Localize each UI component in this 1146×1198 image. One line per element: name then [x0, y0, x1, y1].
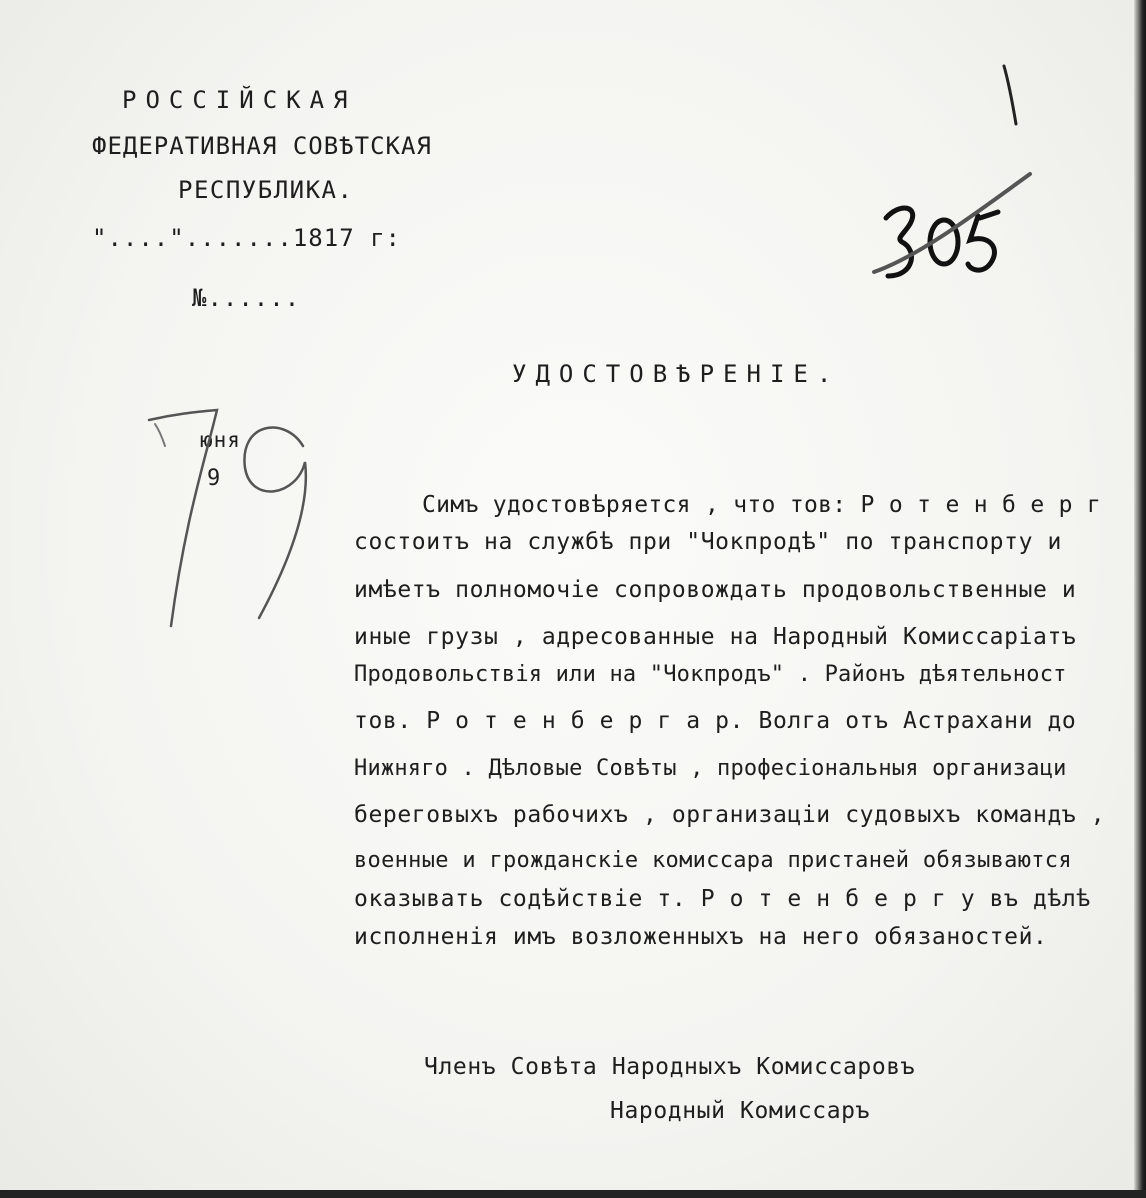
body-line-8: береговыхъ рабочихъ , организаціи судовыхъ командъ , [354, 802, 1106, 828]
stamp-number-handwritten [870, 160, 1040, 300]
signature-line-2: Народный Комиссаръ [610, 1098, 871, 1124]
body-line-4: иные грузы , адресованные на Народный Комиссаріатъ [354, 624, 1077, 650]
body-line-9: военные и грожданскіе комиссара пристаней обязываются [354, 848, 1072, 873]
margin-day: 9 [207, 466, 222, 491]
number-line: №...... [192, 284, 301, 312]
header-line-1: РОССІЙСКАЯ [122, 86, 357, 114]
body-line-5: Продовольствія или на "Чокпродъ" . Районъ дѣятельност [354, 662, 1067, 687]
signature-line-1: Членъ Совѣта Народныхъ Комиссаровъ [424, 1054, 916, 1080]
header-line-3: РЕСПУБЛИКА. [178, 176, 354, 204]
body-line-7: Нижняго . Дѣловые Совѣты , професіональныя организаци [354, 756, 1067, 781]
body-line-10: оказывать содѣйствіе т. Р о т е н б е р г у въ дѣлѣ [354, 886, 1091, 912]
header-line-2: ФЕДЕРАТИВНАЯ СОВѢТСКАЯ [92, 132, 432, 160]
body-line-2: состоитъ на службѣ при "Чокпродѣ" по транспорту и [354, 529, 1062, 555]
document-title: УДОСТОВѢРЕНІЕ. [512, 360, 841, 388]
body-line-11: исполненія имъ возложенныхъ на него обязаностей. [354, 924, 1048, 950]
body-line-3: имѣетъ полномочіе сопровождать продовольственные и [354, 577, 1077, 603]
scan-edge-bottom [0, 1190, 1146, 1198]
body-line-1: Симъ удостовѣряется , что тов: Р о т е н б е р г [422, 492, 1102, 518]
date-line: "....".......1817 г: [92, 224, 401, 252]
scan-edge-right [1134, 0, 1146, 1198]
page-mark-handwritten [990, 60, 1030, 130]
margin-month: юня [200, 428, 241, 452]
body-line-6: тов. Р о т е н б е р г а р. Волга отъ Астрахани до [354, 708, 1077, 734]
